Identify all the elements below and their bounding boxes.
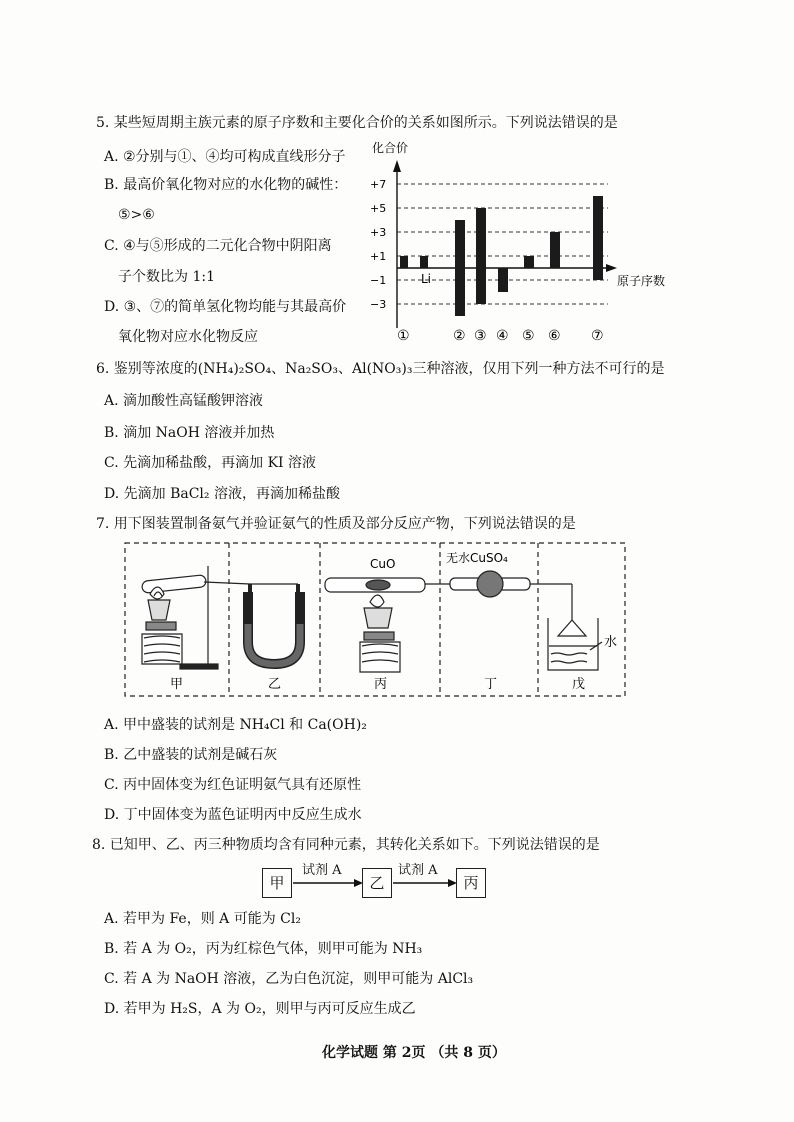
q5-option-d-cont: 氧化物对应水化物反应 [118, 329, 258, 345]
q5-option-c-cont: 子个数比为 1:1 [118, 269, 215, 285]
chart-x-marker: ② [453, 328, 466, 344]
label-yi: 乙 [268, 677, 282, 692]
q8-stem: 8. 已知甲、乙、丙三种物质均含有同种元素，其转化关系如下。下列说法错误的是 [92, 837, 600, 853]
flow-arrowhead-1 [354, 879, 363, 887]
q8-option-c: C. 若 A 为 NaOH 溶液，乙为白色沉淀，则甲可能为 AlCl₃ [104, 971, 474, 987]
label-ding: 丁 [484, 677, 498, 692]
chart-tick-label: +1 [370, 250, 387, 263]
label-cuso4: 无水CuSO₄ [446, 551, 508, 565]
q6-option-c: C. 先滴加稀盐酸，再滴加 KI 溶液 [104, 455, 317, 471]
chart-x-marker: ⑤ [522, 328, 535, 344]
q7-option-b: B. 乙中盛装的试剂是碱石灰 [104, 747, 278, 763]
flow-box-bing: 丙 [456, 868, 486, 898]
q6-stem: 6. 鉴别等浓度的(NH₄)₂SO₄、Na₂SO₃、Al(NO₃)₃三种溶液，仅用下列一种方法不可行的是 [96, 361, 665, 377]
q8-option-a: A. 若甲为 Fe，则 A 可能为 Cl₂ [104, 911, 301, 927]
chart-x-marker: ⑦ [591, 328, 604, 344]
chart-ylabel: 化合价 [372, 141, 409, 155]
chart-tick-label: +7 [370, 178, 387, 191]
label-jia: 甲 [170, 677, 184, 692]
q5-option-a: A. ②分别与①、④均可构成直线形分子 [104, 149, 346, 165]
q7-option-c: C. 丙中固体变为红色证明氨气具有还原性 [104, 777, 362, 793]
label-wu: 戊 [572, 677, 586, 692]
flow-box-yi: 乙 [362, 868, 392, 898]
chart-tick-label: +5 [370, 202, 387, 215]
chart-tick-label: −3 [370, 298, 387, 311]
q8-option-b: B. 若 A 为 O₂，丙为红棕色气体，则甲可能为 NH₃ [104, 941, 423, 957]
q7-option-a: A. 甲中盛装的试剂是 NH₄Cl 和 Ca(OH)₂ [104, 717, 367, 733]
flow-arrowhead-2 [448, 879, 457, 887]
flow-reagent-2: 试剂 A [398, 863, 438, 878]
q5-stem: 5. 某些短周期主族元素的原子序数和主要化合价的关系如图所示。下列说法错误的是 [96, 115, 618, 131]
q6-option-a: A. 滴加酸性高锰酸钾溶液 [104, 393, 264, 409]
label-cuo: CuO [370, 557, 396, 571]
page-footer: 化学试题 第 2页 （共 8 页） [322, 1045, 506, 1061]
chart-x-marker: ③ [474, 328, 487, 344]
q5-option-d: D. ③、⑦的简单氢化物均能与其最高价 [104, 299, 347, 315]
q8-option-d: D. 若甲为 H₂S，A 为 O₂，则甲与丙可反应生成乙 [104, 1001, 416, 1017]
q6-option-d: D. 先滴加 BaCl₂ 溶液，再滴加稀盐酸 [104, 486, 340, 502]
q7-stem: 7. 用下图装置制备氨气并验证氨气的性质及部分反应产物，下列说法错误的是 [96, 516, 576, 532]
q5-option-b-cont: ⑤>⑥ [118, 207, 155, 223]
chart-x-marker: ① [397, 328, 410, 344]
q5-option-b: B. 最高价氧化物对应的水化物的碱性： [104, 177, 348, 193]
chart-li-label: Li [421, 272, 432, 286]
chart-x-marker: ⑥ [548, 328, 561, 344]
chart-tick-label: −1 [370, 274, 387, 287]
q5-option-c: C. ④与⑤形成的二元化合物中阴阳离 [104, 238, 332, 254]
label-water: 水 [604, 635, 618, 650]
chart-xlabel: 原子序数 [617, 274, 666, 288]
flow-box-jia: 甲 [262, 868, 292, 898]
chart-tick-label: +3 [370, 226, 387, 239]
chart-x-marker: ④ [496, 328, 509, 344]
flow-reagent-1: 试剂 A [302, 863, 342, 878]
q6-option-b: B. 滴加 NaOH 溶液并加热 [104, 425, 275, 441]
label-bing: 丙 [374, 677, 388, 692]
q7-option-d: D. 丁中固体变为蓝色证明丙中反应生成水 [104, 807, 362, 823]
